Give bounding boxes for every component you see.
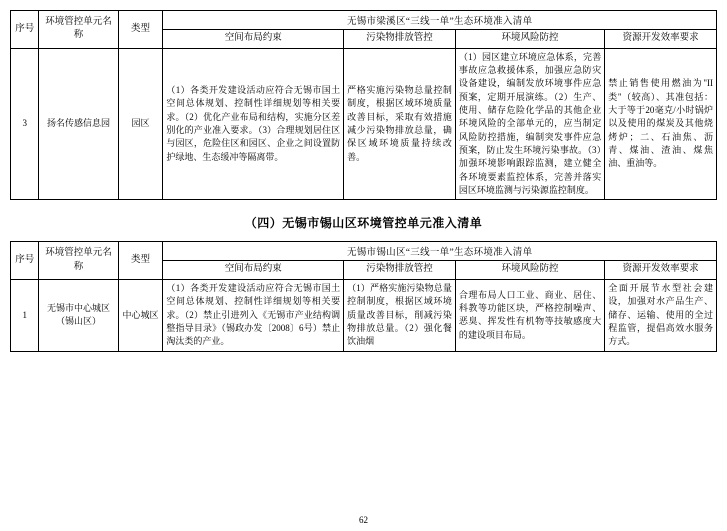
table-row [11,48,717,199]
header-resource: 资源开发效率要求 [605,30,717,49]
header-type: 类型 [118,242,163,280]
header-resource: 资源开发效率要求 [605,261,717,280]
row-seq: 3 [11,48,39,199]
header-pollution: 污染物排放管控 [344,30,456,49]
table-header-title-row [11,11,717,30]
row-resource: 全面开展节水型社会建设，加强对水产品生产、储存、运输、使用的全过程监管，提倡高效水服务方式。 [605,279,717,351]
header-risk: 环境风险防控 [455,30,604,49]
table-header-title-row [11,242,717,261]
row-type: 园区 [118,48,163,199]
row-seq: 1 [11,279,39,351]
row-unit-name: 扬名传感信息园 [39,48,118,199]
row-risk: （1）园区建立环境应急体系，完善事故应急救援体系，加强应急防灾设备建设，编制发放环境事件应急预案，定期开展演练。（2）生产、使用、储存危险化学品的其他企业环境风险的全部单元的，应当制定风险防控措施，编制突发事件应急预案，防止发生环境污染事故。（3）加强环境影响跟踪监测，建立健全各环境要素监控体系，完善并落实园区环境监测与污染源监控制度。 [455,48,604,199]
page-number: 62 [359,515,368,525]
row-risk: 合理布局人口工业、商业、居住、科教等功能区块，严格控制噪声、恶臭、挥发性有机物等技敏感度大的建设项目布局。 [455,279,604,351]
row-space: （1）各类开发建设活动应符合无锡市国土空间总体规划、控制性详细规划等相关要求。（2）禁止引进列入《无锡市产业结构调整指导目录》（锡政办发〔2008〕6号）禁止淘汰类的产业。 [163,279,344,351]
row-pollution: （1）严格实施污染物总量控制制度，根据区域环境质量改善目标，削减污染物排放总量。（2）强化餐饮油烟 [344,279,456,351]
header-space: 空间布局约束 [163,261,344,280]
header-type: 类型 [118,11,163,49]
row-resource: 禁止销售使用燃油为"II类"（较高）、其准包括：大于等于20毫克/小时锅炉以及使用的煤炭及其他烧烤炉；二、石油焦、沥青、煤油、渣油、煤焦油、重油等。 [605,48,717,199]
table-title: 无锡市梁溪区“三线一单”生态环境准入清单 [163,11,717,30]
row-type: 中心城区 [118,279,163,351]
header-unit-name: 环境管控单元名称 [39,11,118,49]
header-seq: 序号 [11,11,39,49]
xishan-district-table [10,241,717,351]
header-unit-name: 环境管控单元名称 [39,242,118,280]
section-heading: （四）无锡市锡山区环境管控单元准入清单 [244,216,483,231]
header-seq: 序号 [11,242,39,280]
table-row [11,279,717,351]
header-risk: 环境风险防控 [455,261,604,280]
row-space: （1）各类开发建设活动应符合无锡市国土空间总体规划、控制性详细规划等相关要求。（2）优化产业布局和结构，实施分区差别化的产业准入要求。（3）合理规划居住区与园区，危险住区和园区、企业之间设置防护绿地、生态缓冲等隔离带。 [163,48,344,199]
table-title: 无锡市锡山区“三线一单”生态环境准入清单 [163,242,717,261]
header-pollution: 污染物排放管控 [344,261,456,280]
row-unit-name: 无锡市中心城区（锡山区） [39,279,118,351]
row-pollution: 严格实施污染物总量控制制度，根据区域环境质量改善目标，采取有效措施减少污染物排放总量，确保区域环境质量持续改善。 [344,48,456,199]
liangxi-district-table [10,10,717,200]
header-space: 空间布局约束 [163,30,344,49]
